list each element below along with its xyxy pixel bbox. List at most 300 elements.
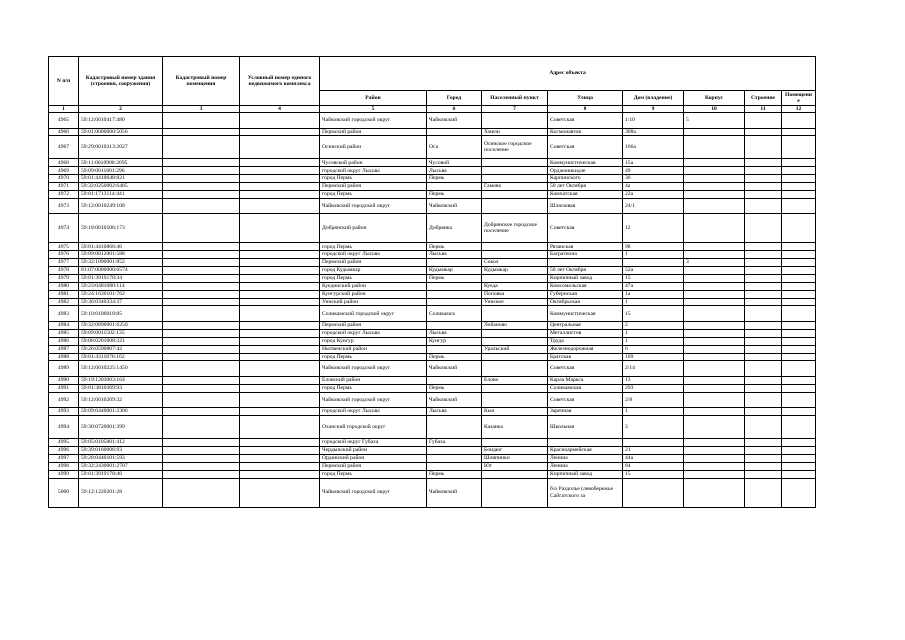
room-cell: [782, 478, 816, 507]
street-cell: Коммунистическая: [548, 159, 623, 167]
settlement-cell: Кудымкар: [482, 267, 548, 275]
gorod-cell: Пермь: [427, 353, 482, 361]
cond-number: [240, 345, 320, 353]
rayon-cell: город Пермь: [320, 175, 427, 183]
gorod-cell: [427, 128, 482, 136]
cad-room-number: [163, 167, 240, 175]
table-row: [49, 454, 816, 462]
table-row: [49, 183, 816, 191]
rayon-cell: город Пермь: [320, 470, 427, 478]
rayon-cell: городской округ Лысьва: [320, 251, 427, 259]
cad-building-number: 59:26:0590807:42: [79, 345, 163, 353]
cad-room-number: [163, 251, 240, 259]
korpus-cell: [684, 392, 745, 408]
rayon-cell: Чайковский городской округ: [320, 392, 427, 408]
room-cell: [782, 321, 816, 329]
rayon-cell: Уинский район: [320, 298, 427, 306]
cond-number: [240, 183, 320, 191]
gorod-cell: Пермь: [427, 243, 482, 251]
korpus-cell: [684, 345, 745, 353]
cond-number: [240, 408, 320, 416]
table-row: [49, 136, 816, 159]
korpus-cell: [684, 478, 745, 507]
gorod-cell: Пермь: [427, 175, 482, 183]
room-cell: [782, 259, 816, 267]
street-cell: 50 лет Октября: [548, 183, 623, 191]
house-cell: 13: [623, 376, 684, 384]
room-cell: [782, 136, 816, 159]
room-cell: [782, 337, 816, 345]
col-number: 5: [320, 106, 427, 113]
table-row: [49, 321, 816, 329]
cad-building-number: 59:32:2430001:2707: [79, 462, 163, 470]
table-row: [49, 243, 816, 251]
row-number: 4990: [49, 376, 79, 384]
settlement-cell: [482, 175, 548, 183]
row-number: 4991: [49, 384, 79, 392]
table-row: [49, 462, 816, 470]
room-cell: [782, 198, 816, 214]
table-row: [49, 337, 816, 345]
rayon-cell: Чусовской район: [320, 159, 427, 167]
house-cell: 52а: [623, 267, 684, 275]
rayon-cell: Пермский район: [320, 183, 427, 191]
cad-building-number: 59:11:0010908:2695: [79, 159, 163, 167]
row-number: 4975: [49, 243, 79, 251]
row-number: 4979: [49, 274, 79, 282]
korpus-cell: [684, 136, 745, 159]
house-cell: 308а: [623, 128, 684, 136]
street-cell: Братская: [548, 353, 623, 361]
cond-number: [240, 214, 320, 243]
table-row: [49, 361, 816, 377]
row-number: 4976: [49, 251, 79, 259]
col-header-settlement: Населенный пункт: [482, 91, 548, 106]
settlement-cell: [482, 190, 548, 198]
cad-room-number: [163, 408, 240, 416]
cad-room-number: [163, 392, 240, 408]
room-cell: [782, 190, 816, 198]
table-row: [49, 416, 816, 439]
korpus-cell: [684, 306, 745, 322]
table-row: [49, 384, 816, 392]
cad-room-number: [163, 198, 240, 214]
room-cell: [782, 113, 816, 129]
row-number: 4977: [49, 259, 79, 267]
gorod-cell: Пермь: [427, 470, 482, 478]
house-cell: 4а: [623, 183, 684, 191]
building-cell: [745, 321, 782, 329]
building-cell: [745, 416, 782, 439]
rayon-cell: город Пермь: [320, 384, 427, 392]
korpus-cell: [684, 282, 745, 290]
house-cell: 166а: [623, 136, 684, 159]
building-cell: [745, 345, 782, 353]
col-number: 9: [623, 106, 684, 113]
rayon-cell: город Пермь: [320, 274, 427, 282]
cad-building-number: 59:09:0011502:135: [79, 329, 163, 337]
room-cell: [782, 454, 816, 462]
cad-building-number: 59:12:0010209:32: [79, 392, 163, 408]
room-cell: [782, 416, 816, 439]
rayon-cell: Соликамский городской округ: [320, 306, 427, 322]
cad-room-number: [163, 214, 240, 243]
cond-number: [240, 290, 320, 298]
gorod-cell: [427, 462, 482, 470]
cad-building-number: 59:08:0201008:321: [79, 337, 163, 345]
room-cell: [782, 329, 816, 337]
building-cell: [745, 243, 782, 251]
cond-number: [240, 361, 320, 377]
house-cell: 2/14: [623, 361, 684, 377]
street-cell: Багратиона: [548, 251, 623, 259]
room-cell: [782, 167, 816, 175]
rayon-cell: город Кудымкар: [320, 267, 427, 275]
row-number: 4992: [49, 392, 79, 408]
cad-room-number: [163, 446, 240, 454]
rayon-cell: Чердынский район: [320, 446, 427, 454]
row-number: 4978: [49, 267, 79, 275]
row-number: 4988: [49, 353, 79, 361]
korpus-cell: [684, 454, 745, 462]
cad-building-number: 59:01:1713114:441: [79, 190, 163, 198]
house-cell: 47а: [623, 282, 684, 290]
rayon-cell: Кунгурский район: [320, 290, 427, 298]
building-cell: [745, 384, 782, 392]
cond-number: [240, 159, 320, 167]
table-row: [49, 214, 816, 243]
cad-building-number: 59:32:0890001:6250: [79, 321, 163, 329]
cad-room-number: [163, 290, 240, 298]
table-row: [49, 259, 816, 267]
cad-building-number: 59:01:4410648:821: [79, 175, 163, 183]
house-cell: [623, 439, 684, 447]
room-cell: [782, 251, 816, 259]
gorod-cell: Пермь: [427, 190, 482, 198]
house-cell: 1: [623, 408, 684, 416]
street-cell: Центральная: [548, 321, 623, 329]
room-cell: [782, 274, 816, 282]
row-number: 4985: [49, 329, 79, 337]
house-cell: 84: [623, 462, 684, 470]
cad-room-number: [163, 306, 240, 322]
room-cell: [782, 392, 816, 408]
gorod-cell: [427, 321, 482, 329]
row-number: 5000: [49, 478, 79, 507]
col-header-building: Строение: [745, 91, 782, 106]
korpus-cell: [684, 439, 745, 447]
street-cell: [548, 439, 623, 447]
table-row: [49, 267, 816, 275]
rayon-cell: городской округ Губаха: [320, 439, 427, 447]
settlement-cell: Добрянское городское поселение: [482, 214, 548, 243]
settlement-cell: [482, 167, 548, 175]
col-header-cond-number: Условный номер единого недвижимого комплекса: [240, 57, 320, 106]
cad-building-number: 59:09:0011801:296: [79, 167, 163, 175]
street-cell: Космонавтов: [548, 128, 623, 136]
cond-number: [240, 337, 320, 345]
building-cell: [745, 267, 782, 275]
street-cell: Комсомольская: [548, 282, 623, 290]
rayon-cell: Чайковский городской округ: [320, 478, 427, 507]
street-cell: Советская: [548, 392, 623, 408]
house-cell: 169: [623, 353, 684, 361]
cad-building-number: 59:23:0481080:114: [79, 282, 163, 290]
cad-room-number: [163, 337, 240, 345]
cond-number: [240, 376, 320, 384]
cad-building-number: 59:30:0720001:399: [79, 416, 163, 439]
col-header-room: Помещение: [782, 91, 816, 106]
house-cell: 15: [623, 470, 684, 478]
street-cell: Кирпичный завод: [548, 470, 623, 478]
cond-number: [240, 282, 320, 290]
settlement-cell: [482, 159, 548, 167]
col-header-address: Адрес объекта: [320, 57, 816, 91]
rayon-cell: городской округ Лысьва: [320, 329, 427, 337]
settlement-cell: Куеда: [482, 282, 548, 290]
korpus-cell: [684, 183, 745, 191]
table-row: [49, 478, 816, 507]
room-cell: [782, 128, 816, 136]
korpus-cell: [684, 290, 745, 298]
table-row: [49, 470, 816, 478]
gorod-cell: Чайковский: [427, 478, 482, 507]
gorod-cell: Кудымкар: [427, 267, 482, 275]
cond-number: [240, 439, 320, 447]
room-cell: [782, 345, 816, 353]
rayon-cell: Еловский район: [320, 376, 427, 384]
table-row: [49, 175, 816, 183]
row-number: 4971: [49, 183, 79, 191]
rayon-cell: город Кунгур: [320, 337, 427, 345]
row-number: 4987: [49, 345, 79, 353]
korpus-cell: [684, 251, 745, 259]
cad-building-number: 59:01:4410866:46: [79, 243, 163, 251]
rayon-cell: город Пермь: [320, 243, 427, 251]
gorod-cell: Чайковский: [427, 198, 482, 214]
gorod-cell: Чайковский: [427, 361, 482, 377]
rayon-cell: Ординский район: [320, 454, 427, 462]
cond-number: [240, 136, 320, 159]
building-cell: [745, 183, 782, 191]
table-row: [49, 128, 816, 136]
cond-number: [240, 384, 320, 392]
row-number: 4998: [49, 462, 79, 470]
korpus-cell: [684, 446, 745, 454]
row-number: 4972: [49, 190, 79, 198]
cad-building-number: 59:09:0012001:588: [79, 251, 163, 259]
row-number: 4996: [49, 446, 79, 454]
settlement-cell: [482, 478, 548, 507]
cad-room-number: [163, 345, 240, 353]
building-cell: [745, 306, 782, 322]
gorod-cell: Оса: [427, 136, 482, 159]
street-cell: Коммунистическая: [548, 306, 623, 322]
col-number: 6: [427, 106, 482, 113]
row-number: 4993: [49, 408, 79, 416]
settlement-cell: Гамово: [482, 183, 548, 191]
cond-number: [240, 392, 320, 408]
building-cell: [745, 298, 782, 306]
korpus-cell: [684, 190, 745, 198]
cad-room-number: [163, 454, 240, 462]
table-row: [49, 282, 816, 290]
gorod-cell: Лысьва: [427, 329, 482, 337]
cad-building-number: 59:32:0250002:6485: [79, 183, 163, 191]
cond-number: [240, 198, 320, 214]
korpus-cell: [684, 337, 745, 345]
cad-room-number: [163, 113, 240, 129]
korpus-cell: [684, 353, 745, 361]
house-cell: [623, 259, 684, 267]
settlement-cell: Сокол: [482, 259, 548, 267]
gorod-cell: Кунгур: [427, 337, 482, 345]
cad-building-number: 59:12:0010225:1450: [79, 361, 163, 377]
row-number: 4994: [49, 416, 79, 439]
settlement-cell: Бондюг: [482, 446, 548, 454]
room-cell: [782, 470, 816, 478]
street-cell: Рязанская: [548, 243, 623, 251]
registry-table: [48, 56, 816, 508]
room-cell: [782, 408, 816, 416]
building-cell: [745, 282, 782, 290]
cad-building-number: 59:05:0105001:412: [79, 439, 163, 447]
rayon-cell: Осинский район: [320, 136, 427, 159]
korpus-cell: [684, 408, 745, 416]
street-cell: Карпинского: [548, 175, 623, 183]
building-cell: [745, 136, 782, 159]
korpus-cell: [684, 321, 745, 329]
rayon-cell: город Пермь: [320, 190, 427, 198]
cad-building-number: 59:12:0010249:108: [79, 198, 163, 214]
building-cell: [745, 462, 782, 470]
building-cell: [745, 478, 782, 507]
cad-room-number: [163, 462, 240, 470]
settlement-cell: [482, 353, 548, 361]
gorod-cell: Чайковский: [427, 392, 482, 408]
table-row: [49, 446, 816, 454]
house-cell: 49: [623, 167, 684, 175]
building-cell: [745, 190, 782, 198]
col-header-cad-building: Кадастровый номер здания (строения, сооружения): [79, 57, 163, 106]
gorod-cell: Пермь: [427, 384, 482, 392]
house-cell: 6: [623, 345, 684, 353]
registry-page: [48, 56, 815, 508]
house-cell: 2: [623, 321, 684, 329]
building-cell: [745, 446, 782, 454]
cad-room-number: [163, 298, 240, 306]
building-cell: [745, 290, 782, 298]
table-row: [49, 392, 816, 408]
rayon-cell: городской округ Лысьва: [320, 167, 427, 175]
rayon-cell: городской округ Лысьва: [320, 408, 427, 416]
settlement-cell: [482, 198, 548, 214]
rayon-cell: Пермский район: [320, 321, 427, 329]
cad-room-number: [163, 136, 240, 159]
row-number: 4981: [49, 290, 79, 298]
cad-building-number: 59:12:1220201:28: [79, 478, 163, 507]
cad-room-number: [163, 159, 240, 167]
row-number: 4995: [49, 439, 79, 447]
cad-building-number: 59:12:0010417:480: [79, 113, 163, 129]
korpus-cell: [684, 159, 745, 167]
house-cell: 1: [623, 329, 684, 337]
room-cell: [782, 175, 816, 183]
cad-building-number: 59:19:1203003:164: [79, 376, 163, 384]
street-cell: Карла Маркса: [548, 376, 623, 384]
gorod-cell: [427, 298, 482, 306]
building-cell: [745, 376, 782, 384]
house-cell: 12: [623, 214, 684, 243]
cad-room-number: [163, 190, 240, 198]
col-header-korpus: Корпус: [684, 91, 745, 106]
cad-room-number: [163, 183, 240, 191]
settlement-cell: Уинское: [482, 298, 548, 306]
room-cell: [782, 183, 816, 191]
street-cell: Кирпичный завод: [548, 274, 623, 282]
gorod-cell: Соликамск: [427, 306, 482, 322]
cond-number: [240, 274, 320, 282]
gorod-cell: Губаха: [427, 439, 482, 447]
street-cell: Шлюзовая: [548, 198, 623, 214]
cad-building-number: 59:36:0340334:37: [79, 298, 163, 306]
korpus-cell: [684, 470, 745, 478]
gorod-cell: [427, 183, 482, 191]
row-number: 4984: [49, 321, 79, 329]
building-cell: [745, 128, 782, 136]
gorod-cell: [427, 376, 482, 384]
settlement-cell: Хмели: [482, 128, 548, 136]
cad-building-number: 59:01:0000000:5056: [79, 128, 163, 136]
building-cell: [745, 214, 782, 243]
cad-room-number: [163, 376, 240, 384]
col-number: 2: [79, 106, 163, 113]
house-cell: 293: [623, 384, 684, 392]
row-number: 4968: [49, 159, 79, 167]
settlement-cell: Лобаново: [482, 321, 548, 329]
room-cell: [782, 306, 816, 322]
table-row: [49, 306, 816, 322]
col-header-num: N п/п: [49, 57, 79, 106]
cad-room-number: [163, 282, 240, 290]
row-number: 4986: [49, 337, 79, 345]
building-cell: [745, 408, 782, 416]
room-cell: [782, 446, 816, 454]
col-number: 8: [548, 106, 623, 113]
building-cell: [745, 251, 782, 259]
house-cell: 24/1: [623, 198, 684, 214]
street-cell: Соликамская: [548, 384, 623, 392]
house-cell: 1: [623, 337, 684, 345]
street-cell: Камчатская: [548, 190, 623, 198]
settlement-cell: Шляпники: [482, 454, 548, 462]
rayon-cell: Куединский район: [320, 282, 427, 290]
building-cell: [745, 392, 782, 408]
settlement-cell: [482, 392, 548, 408]
house-cell: 1: [623, 298, 684, 306]
settlement-cell: Казанка: [482, 416, 548, 439]
cad-building-number: 59:01:3919178:46: [79, 470, 163, 478]
cad-room-number: [163, 329, 240, 337]
gorod-cell: [427, 282, 482, 290]
cad-building-number: 59:29:0010213:2027: [79, 136, 163, 159]
table-row: [49, 290, 816, 298]
settlement-cell: [482, 361, 548, 377]
cond-number: [240, 251, 320, 259]
cond-number: [240, 329, 320, 337]
street-cell: б/о Раздолье (левобережье Сайгатского за: [548, 478, 623, 507]
korpus-cell: [684, 175, 745, 183]
